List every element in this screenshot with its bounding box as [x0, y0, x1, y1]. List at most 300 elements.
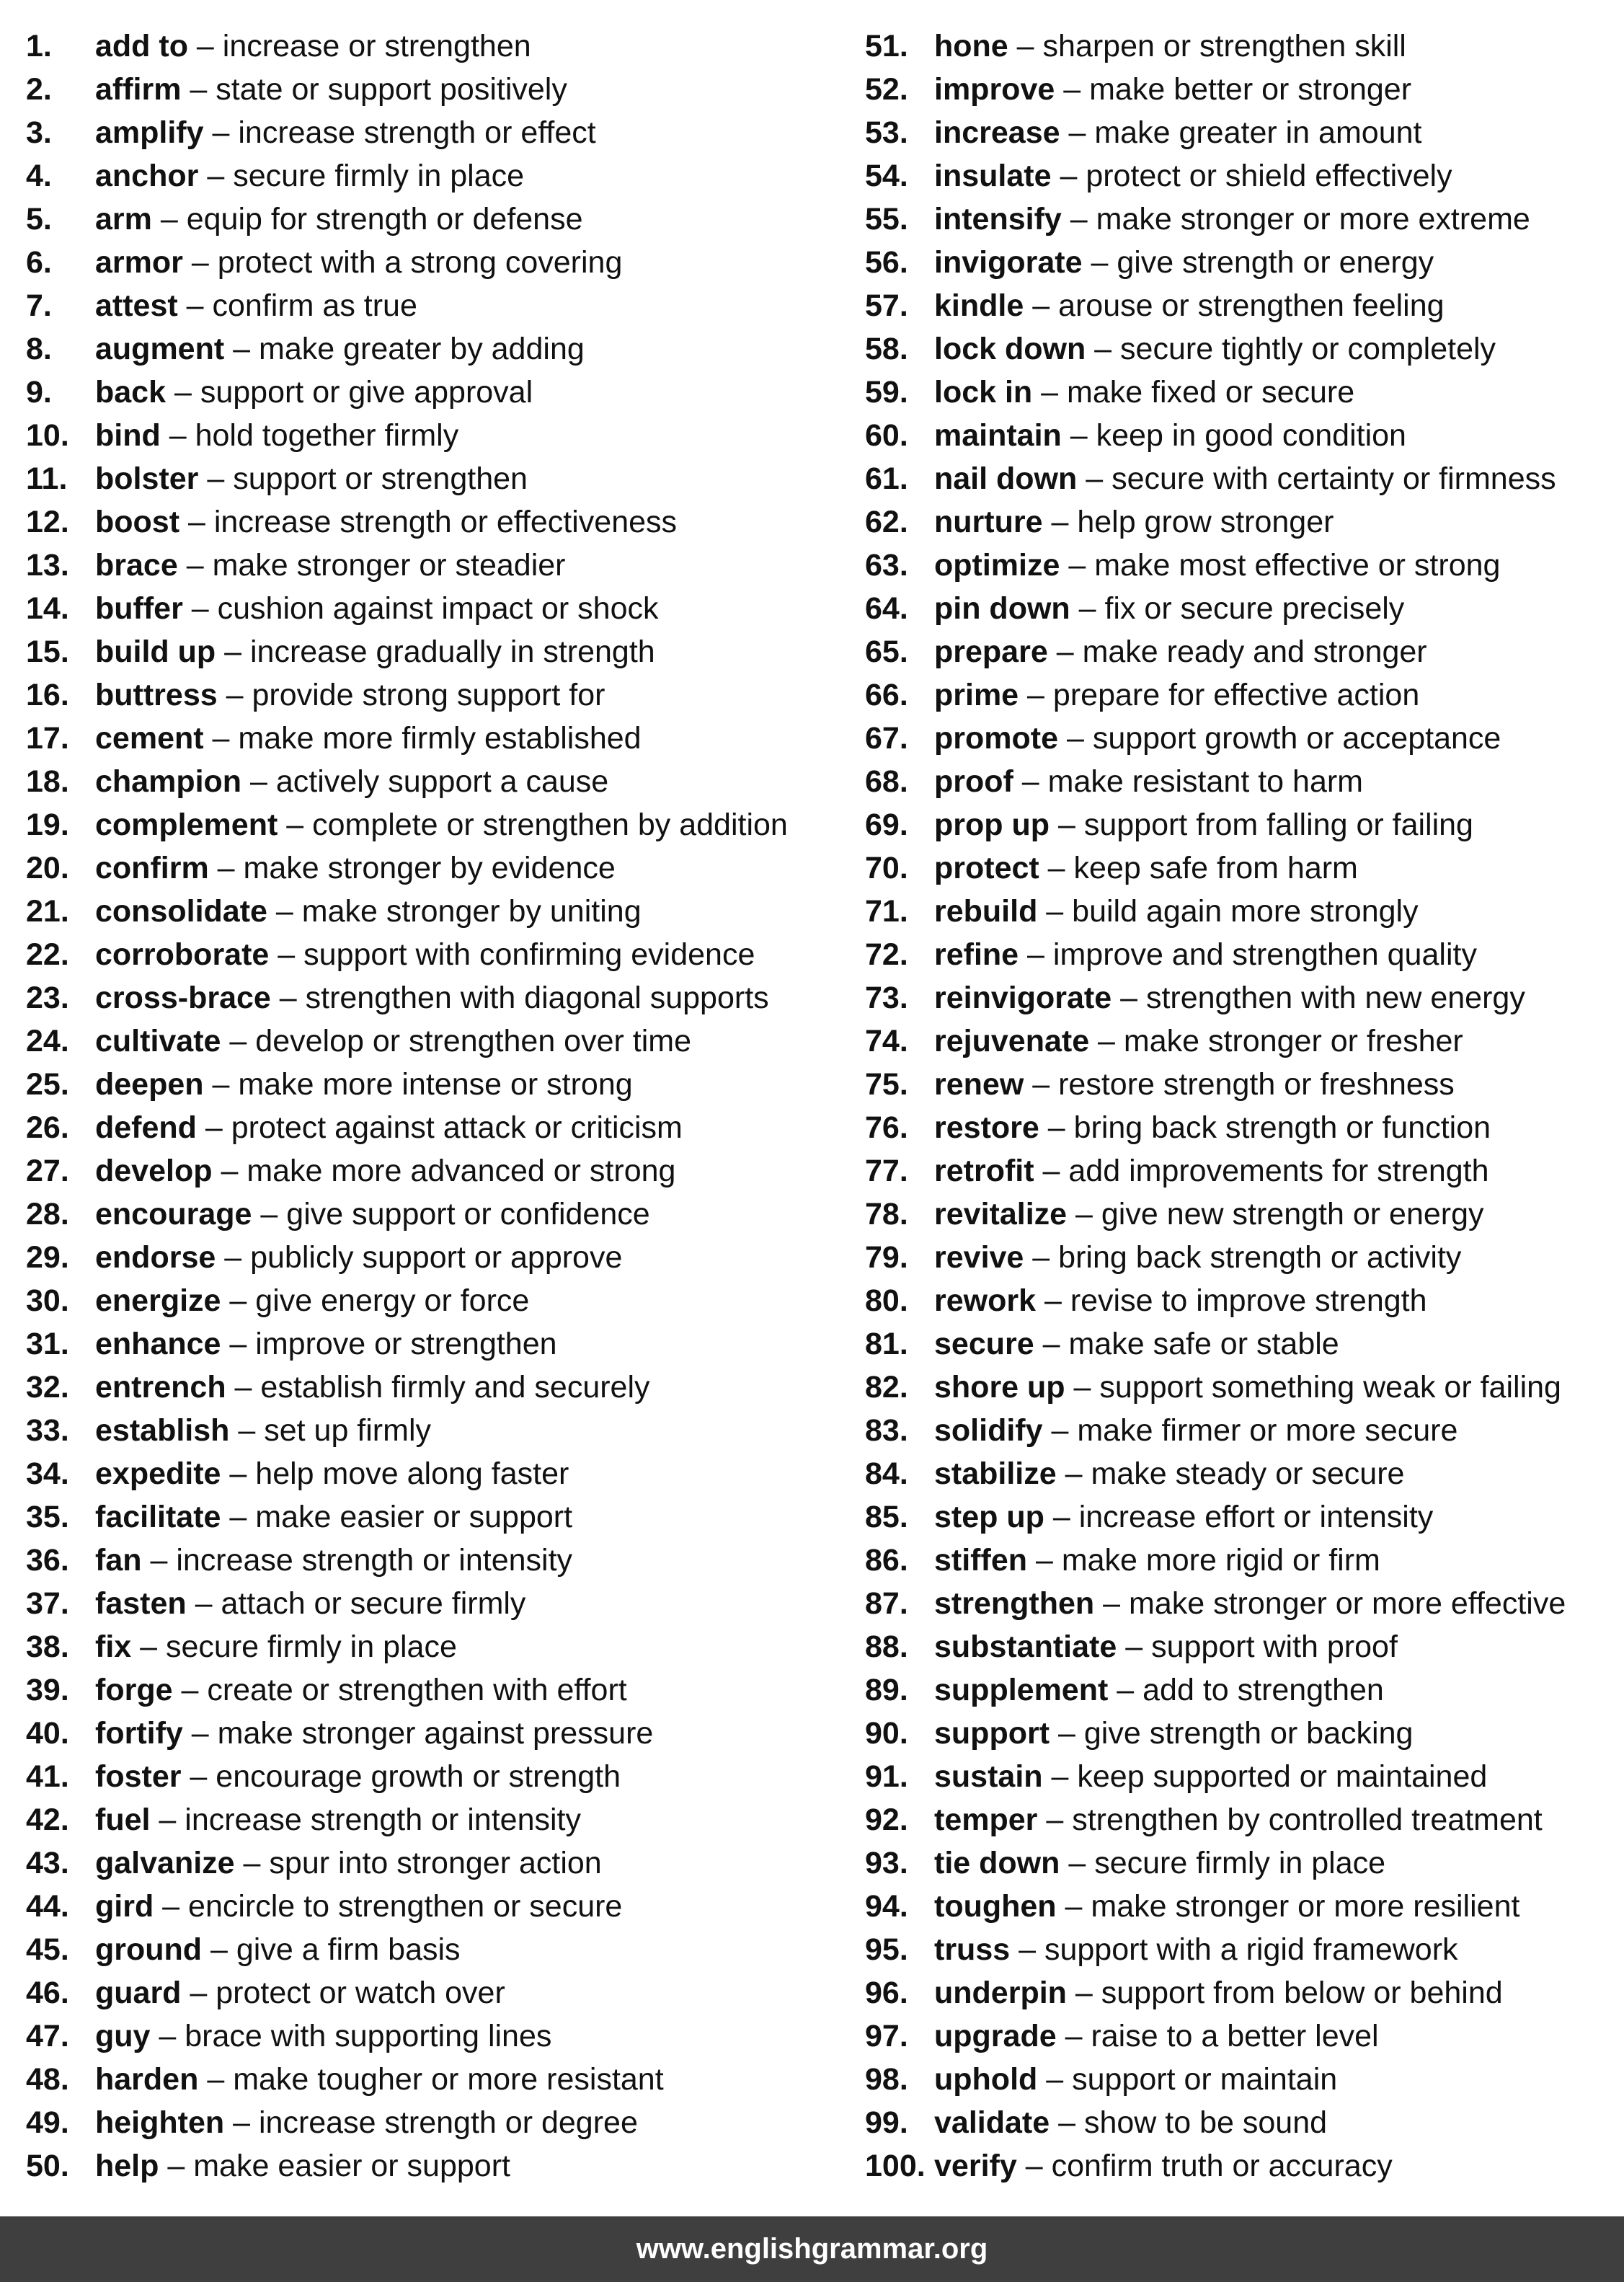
item-separator: –	[234, 1846, 270, 1880]
item-text	[934, 2058, 1337, 2101]
item-word: verify	[934, 2149, 1017, 2183]
list-item	[865, 1149, 1615, 1193]
item-number: 26.	[26, 1110, 69, 1145]
list-item	[865, 154, 1615, 198]
item-word: intensify	[934, 202, 1062, 236]
item-separator: –	[269, 937, 304, 972]
item-number: 66.	[865, 678, 908, 712]
item-number: 75.	[865, 1067, 908, 1102]
item-text	[934, 1063, 1455, 1106]
item-number: 81.	[865, 1327, 908, 1361]
item-word: proof	[934, 764, 1013, 799]
list-item	[26, 500, 855, 544]
item-word: build up	[95, 634, 216, 669]
item-text	[934, 673, 1419, 717]
item-text	[934, 846, 1358, 890]
item-number: 72.	[865, 937, 908, 972]
list-item	[26, 1539, 855, 1582]
list-item	[865, 1971, 1615, 2015]
item-separator: –	[181, 1759, 216, 1794]
item-number: 89.	[865, 1673, 908, 1707]
item-separator: –	[267, 894, 302, 929]
item-word: confirm	[95, 851, 209, 885]
item-word: cultivate	[95, 1024, 221, 1058]
item-number: 48.	[26, 2062, 69, 2097]
item-definition: give strength or backing	[1083, 1716, 1414, 1751]
list-item	[865, 1020, 1615, 1063]
item-number: 19.	[26, 808, 69, 842]
item-number: 57.	[865, 288, 908, 323]
item-text	[934, 1668, 1384, 1712]
item-number: 54.	[865, 159, 908, 193]
item-separator: –	[1060, 115, 1095, 150]
item-text	[934, 327, 1496, 371]
item-number: 100.	[865, 2149, 926, 2183]
item-word: supplement	[934, 1673, 1109, 1707]
item-word: armor	[95, 245, 183, 280]
item-separator: –	[1010, 1932, 1044, 1967]
item-word: hone	[934, 29, 1008, 63]
item-separator: –	[1082, 245, 1117, 280]
item-number: 47.	[26, 2019, 69, 2053]
item-definition: protect or shield effectively	[1086, 159, 1452, 193]
item-definition: brace with supporting lines	[185, 2019, 552, 2053]
item-number: 83.	[865, 1413, 908, 1448]
item-separator: –	[203, 1067, 239, 1102]
item-separator: –	[1037, 1803, 1073, 1837]
item-word: optimize	[934, 548, 1060, 583]
item-definition: add improvements for strength	[1068, 1154, 1489, 1188]
item-definition: support with proof	[1151, 1629, 1398, 1664]
item-number: 51.	[865, 29, 908, 63]
item-separator: –	[1056, 2019, 1091, 2053]
item-number: 84.	[865, 1456, 908, 1491]
item-number: 30.	[26, 1283, 69, 1318]
item-number: 68.	[865, 764, 908, 799]
list-item	[26, 284, 855, 327]
list-item	[26, 371, 855, 414]
item-word: arm	[95, 202, 152, 236]
item-definition: cushion against impact or shock	[217, 591, 659, 626]
item-text	[95, 1322, 557, 1366]
list-item	[26, 673, 855, 717]
list-item	[26, 976, 855, 1020]
list-item	[26, 1755, 855, 1798]
list-item	[865, 803, 1615, 846]
item-separator: –	[1094, 1586, 1129, 1621]
item-text	[934, 976, 1525, 1020]
list-item	[865, 198, 1615, 241]
item-word: corroborate	[95, 937, 270, 972]
item-text	[934, 500, 1334, 544]
item-text	[95, 1841, 602, 1885]
item-definition: support or strengthen	[233, 461, 528, 496]
item-word: uphold	[934, 2062, 1038, 2097]
item-number: 77.	[865, 1154, 908, 1188]
item-number: 73.	[865, 981, 908, 1015]
item-definition: support from falling or failing	[1083, 808, 1473, 842]
list-item	[26, 1366, 855, 1409]
item-separator: –	[159, 2149, 194, 2183]
item-word: nurture	[934, 505, 1043, 539]
item-word: temper	[934, 1803, 1038, 1837]
list-item	[865, 976, 1615, 1020]
item-definition: support growth or acceptance	[1092, 721, 1501, 756]
item-text	[934, 760, 1363, 803]
item-text	[934, 1928, 1458, 1971]
item-definition: confirm as true	[212, 288, 417, 323]
item-text	[95, 976, 769, 1020]
item-definition: keep in good condition	[1096, 418, 1406, 453]
item-text	[934, 1712, 1413, 1755]
item-word: ground	[95, 1932, 203, 1967]
item-number: 1.	[26, 29, 52, 63]
item-text	[95, 2015, 551, 2058]
item-word: prop up	[934, 808, 1050, 842]
item-word: boost	[95, 505, 180, 539]
item-number: 46.	[26, 1976, 69, 2010]
item-word: prime	[934, 678, 1019, 712]
list-item	[26, 890, 855, 933]
item-separator: –	[1108, 1673, 1143, 1707]
item-text	[934, 68, 1411, 111]
item-definition: support or maintain	[1072, 2062, 1338, 2097]
item-number: 98.	[865, 2062, 908, 2097]
item-text	[934, 457, 1556, 500]
item-separator: –	[151, 202, 187, 236]
item-separator: –	[202, 1932, 236, 1967]
item-definition: increase strength or intensity	[176, 1543, 573, 1578]
item-separator: –	[1039, 1110, 1074, 1145]
list-item	[865, 846, 1615, 890]
list-item	[865, 1841, 1615, 1885]
item-text	[934, 1885, 1519, 1928]
list-item	[865, 111, 1615, 154]
item-text	[95, 803, 788, 846]
list-item	[26, 1149, 855, 1193]
item-separator: –	[1060, 1846, 1095, 1880]
item-separator: –	[1039, 851, 1074, 885]
item-word: champion	[95, 764, 242, 799]
item-word: prepare	[934, 634, 1048, 669]
item-number: 15.	[26, 634, 69, 669]
item-separator: –	[196, 1110, 231, 1145]
item-number: 56.	[865, 245, 908, 280]
item-word: energize	[95, 1283, 221, 1318]
item-separator: –	[1077, 461, 1112, 496]
item-number: 90.	[865, 1716, 908, 1751]
item-word: rework	[934, 1283, 1037, 1318]
item-word: establish	[95, 1413, 230, 1448]
item-word: improve	[934, 72, 1055, 107]
item-word: guy	[95, 2019, 151, 2053]
item-text	[934, 1149, 1489, 1193]
list-item	[865, 890, 1615, 933]
list-item	[26, 1885, 855, 1928]
item-text	[95, 1712, 653, 1755]
item-word: restore	[934, 1110, 1039, 1145]
item-number: 18.	[26, 764, 69, 799]
list-item	[865, 1668, 1615, 1712]
footer-bar	[0, 2216, 1624, 2282]
item-number: 76.	[865, 1110, 908, 1145]
item-word: shore up	[934, 1370, 1065, 1405]
item-definition: revise to improve strength	[1070, 1283, 1427, 1318]
item-definition: arouse or strengthen feeling	[1058, 288, 1445, 323]
list-item	[865, 371, 1615, 414]
item-number: 21.	[26, 894, 69, 929]
footer-url[interactable]: www.englishgrammar.org	[636, 2233, 988, 2265]
item-number: 23.	[26, 981, 69, 1015]
list-item	[26, 1193, 855, 1236]
list-item	[26, 1841, 855, 1885]
item-number: 87.	[865, 1586, 908, 1621]
item-definition: improve and strengthen quality	[1052, 937, 1477, 972]
item-definition: make stronger or more resilient	[1091, 1889, 1520, 1924]
item-text	[934, 1409, 1457, 1452]
item-word: fortify	[95, 1716, 183, 1751]
list-item	[26, 760, 855, 803]
item-word: rebuild	[934, 894, 1038, 929]
item-separator: –	[160, 418, 195, 453]
item-number: 37.	[26, 1586, 69, 1621]
list-item	[865, 241, 1615, 284]
item-definition: attach or secure firmly	[221, 1586, 526, 1621]
item-text	[95, 1193, 650, 1236]
item-definition: secure firmly in place	[1094, 1846, 1386, 1880]
item-word: add to	[95, 29, 188, 63]
item-word: nail down	[934, 461, 1078, 496]
item-text	[95, 371, 533, 414]
item-number: 14.	[26, 591, 69, 626]
item-number: 63.	[865, 548, 908, 583]
item-number: 29.	[26, 1240, 69, 1275]
item-separator: –	[1008, 29, 1043, 63]
item-word: brace	[95, 548, 178, 583]
list-item	[26, 1020, 855, 1063]
list-item	[865, 1106, 1615, 1149]
item-separator: –	[1042, 1413, 1078, 1448]
list-item	[26, 1971, 855, 2015]
item-text	[934, 803, 1473, 846]
list-item	[26, 111, 855, 154]
item-number: 4.	[26, 159, 52, 193]
item-text	[95, 2058, 664, 2101]
item-separator: –	[1086, 332, 1121, 366]
item-number: 3.	[26, 115, 52, 150]
list-item	[26, 1582, 855, 1625]
item-text	[934, 544, 1500, 587]
item-text	[95, 198, 583, 241]
item-word: revive	[934, 1240, 1024, 1275]
list-item	[865, 1495, 1615, 1539]
item-text	[95, 1582, 525, 1625]
item-text	[934, 717, 1501, 760]
item-text	[95, 630, 655, 673]
item-definition: make stronger or more effective	[1129, 1586, 1566, 1621]
item-separator: –	[198, 461, 234, 496]
item-text	[95, 846, 616, 890]
item-separator: –	[198, 2062, 234, 2097]
item-definition: encourage growth or strength	[216, 1759, 621, 1794]
item-number: 27.	[26, 1154, 69, 1188]
item-word: kindle	[934, 288, 1024, 323]
item-separator: –	[181, 72, 216, 107]
item-separator: –	[229, 1413, 265, 1448]
item-separator: –	[182, 245, 218, 280]
item-word: refine	[934, 937, 1019, 972]
item-separator: –	[221, 1327, 256, 1361]
item-text	[934, 2015, 1379, 2058]
item-separator: –	[1067, 1197, 1101, 1231]
item-definition: give a firm basis	[236, 1932, 461, 1967]
item-separator: –	[278, 808, 313, 842]
item-word: fasten	[95, 1586, 187, 1621]
item-definition: increase effort or intensity	[1078, 1500, 1434, 1534]
list-item	[26, 630, 855, 673]
list-item	[865, 1063, 1615, 1106]
item-text	[934, 154, 1452, 198]
item-word: retrofit	[934, 1154, 1034, 1188]
list-item	[26, 544, 855, 587]
item-text	[95, 2101, 638, 2144]
item-number: 13.	[26, 548, 69, 583]
item-definition: make safe or stable	[1068, 1327, 1339, 1361]
item-text	[934, 1322, 1339, 1366]
item-text	[95, 587, 659, 630]
item-text	[95, 1409, 431, 1452]
item-definition: encircle to strengthen or secure	[188, 1889, 623, 1924]
list-item	[26, 414, 855, 457]
item-separator: –	[221, 1283, 256, 1318]
item-text	[934, 111, 1421, 154]
item-definition: make resistant to harm	[1047, 764, 1363, 799]
list-item	[26, 933, 855, 976]
item-number: 94.	[865, 1889, 908, 1924]
list-item	[865, 1539, 1615, 1582]
list-item	[865, 1798, 1615, 1841]
item-text	[934, 890, 1419, 933]
item-word: upgrade	[934, 2019, 1057, 2053]
list-item	[26, 1712, 855, 1755]
list-item	[26, 717, 855, 760]
item-word: reinvigorate	[934, 981, 1112, 1015]
list-item	[26, 2058, 855, 2101]
item-separator: –	[1051, 159, 1086, 193]
item-number: 49.	[26, 2105, 69, 2140]
item-number: 38.	[26, 1629, 69, 1664]
item-number: 62.	[865, 505, 908, 539]
list-item	[865, 587, 1615, 630]
item-separator: –	[1056, 1889, 1091, 1924]
item-number: 45.	[26, 1932, 69, 1967]
item-word: bind	[95, 418, 161, 453]
item-word: buttress	[95, 678, 218, 712]
item-definition: hold together firmly	[195, 418, 459, 453]
item-text	[934, 198, 1530, 241]
item-definition: make stronger or more extreme	[1096, 202, 1530, 236]
item-separator: –	[1027, 1543, 1062, 1578]
item-separator: –	[141, 1543, 177, 1578]
item-separator: –	[1050, 2105, 1084, 2140]
item-definition: secure with certainty or firmness	[1111, 461, 1556, 496]
item-text	[934, 1236, 1461, 1279]
list-item	[26, 1279, 855, 1322]
item-word: galvanize	[95, 1846, 235, 1880]
item-text	[95, 1106, 683, 1149]
item-text	[95, 414, 458, 457]
item-word: protect	[934, 851, 1039, 885]
item-definition: make stronger by uniting	[301, 894, 642, 929]
item-separator: –	[1050, 1716, 1084, 1751]
item-separator: –	[1036, 1283, 1070, 1318]
item-number: 42.	[26, 1803, 69, 1837]
list-item	[865, 1322, 1615, 1366]
item-definition: equip for strength or defense	[186, 202, 583, 236]
item-text	[95, 1279, 529, 1322]
item-definition: help grow stronger	[1077, 505, 1334, 539]
item-separator: –	[1016, 2149, 1052, 2183]
item-separator: –	[154, 1889, 189, 1924]
list-item	[26, 1798, 855, 1841]
item-number: 11.	[26, 461, 68, 496]
item-number: 40.	[26, 1716, 69, 1751]
list-item	[26, 1236, 855, 1279]
item-definition: show to be sound	[1083, 2105, 1328, 2140]
item-word: increase	[934, 115, 1060, 150]
item-definition: bring back strength or activity	[1058, 1240, 1462, 1275]
item-number: 9.	[26, 375, 52, 410]
item-number: 34.	[26, 1456, 69, 1491]
item-word: maintain	[934, 418, 1062, 453]
item-number: 24.	[26, 1024, 69, 1058]
item-number: 85.	[865, 1500, 908, 1534]
item-separator: –	[224, 2105, 259, 2140]
item-definition: make better or stronger	[1089, 72, 1412, 107]
item-definition: support with a rigid framework	[1044, 1932, 1458, 1967]
item-number: 31.	[26, 1327, 69, 1361]
list-item	[26, 2101, 855, 2144]
item-definition: establish firmly and securely	[260, 1370, 650, 1405]
item-definition: fix or secure precisely	[1104, 591, 1405, 626]
item-text	[95, 673, 605, 717]
item-definition: publicly support or approve	[250, 1240, 623, 1275]
item-word: affirm	[95, 72, 182, 107]
item-definition: protect with a strong covering	[217, 245, 623, 280]
item-number: 33.	[26, 1413, 69, 1448]
item-text	[95, 25, 531, 68]
item-definition: increase strength or effectiveness	[213, 505, 678, 539]
list-item	[865, 414, 1615, 457]
item-definition: support something weak or failing	[1099, 1370, 1561, 1405]
list-item	[865, 1712, 1615, 1755]
item-separator: –	[1050, 808, 1084, 842]
item-text	[934, 1495, 1433, 1539]
item-separator: –	[1111, 981, 1146, 1015]
list-item	[26, 846, 855, 890]
list-item	[865, 500, 1615, 544]
item-definition: make stronger or steadier	[212, 548, 566, 583]
item-definition: make most effective or strong	[1094, 548, 1501, 583]
item-word: entrench	[95, 1370, 226, 1405]
item-number: 80.	[865, 1283, 908, 1318]
item-word: guard	[95, 1976, 182, 2010]
item-separator: –	[1042, 1759, 1078, 1794]
item-number: 41.	[26, 1759, 69, 1794]
item-text	[95, 1928, 461, 1971]
list-item	[26, 68, 855, 111]
item-text	[934, 414, 1406, 457]
